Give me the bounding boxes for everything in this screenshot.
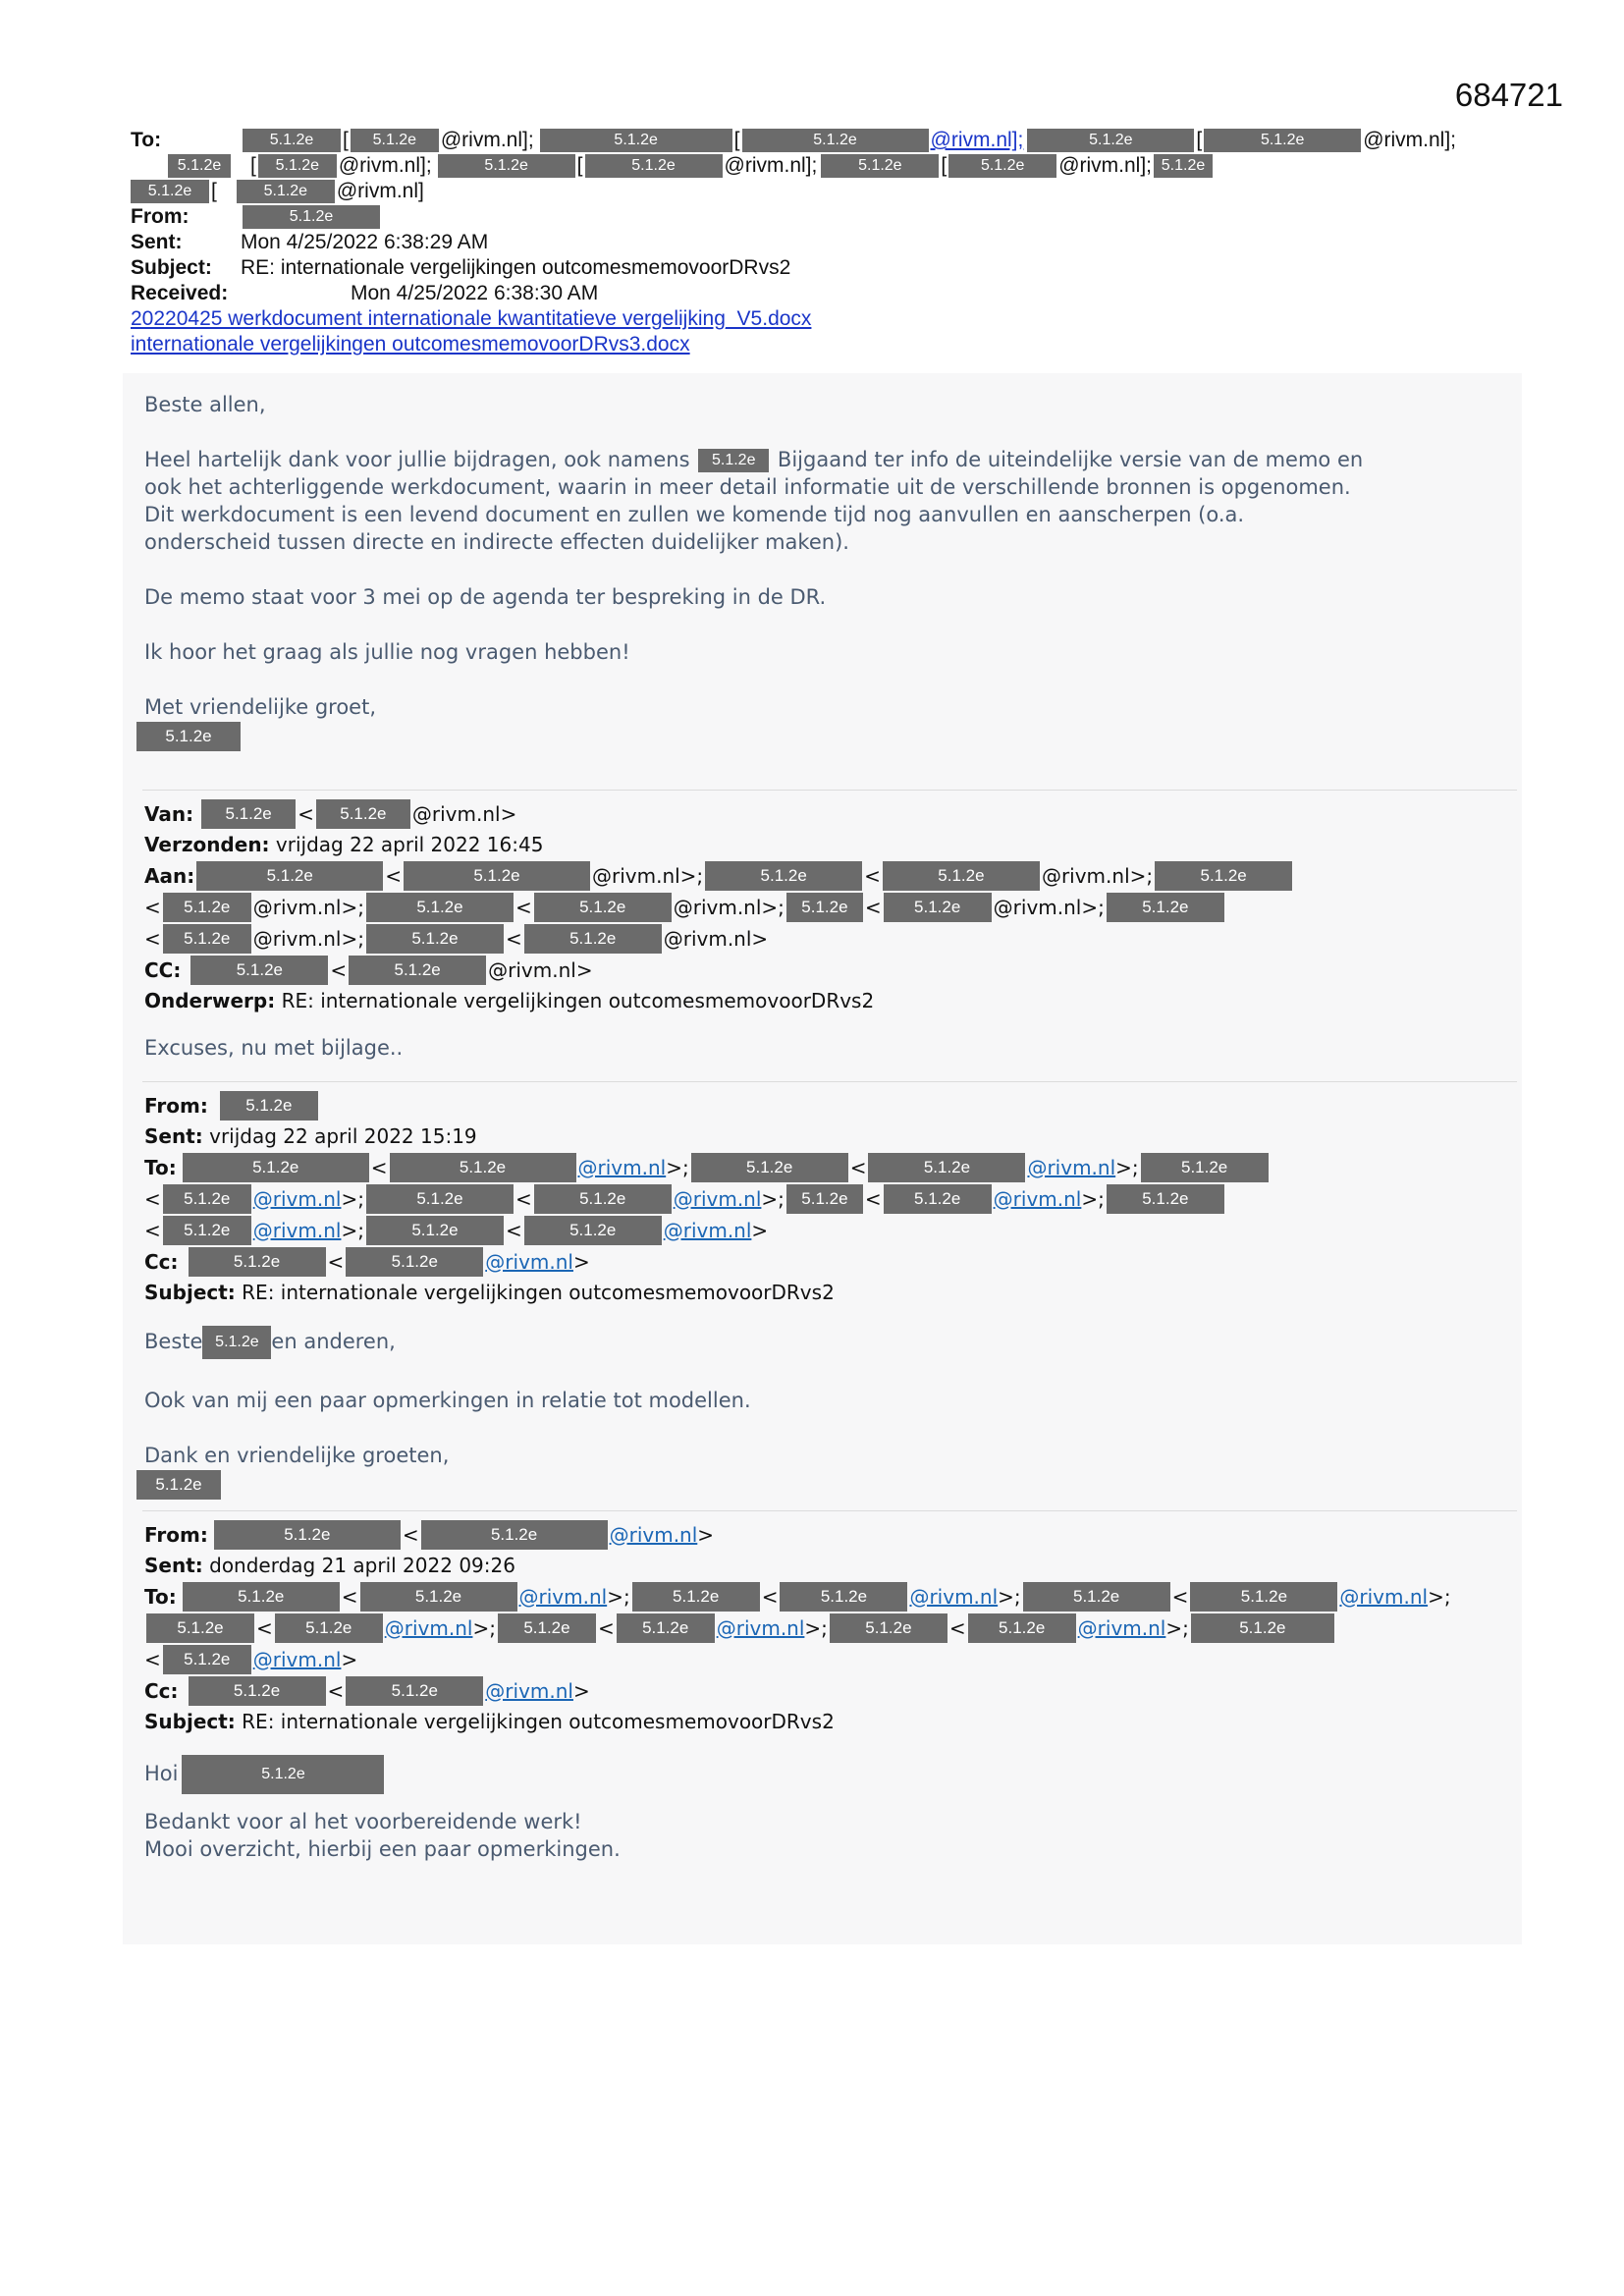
redaction: 5.1.2e xyxy=(360,1582,517,1612)
paragraph: Bedankt voor al het voorbereidende werk! xyxy=(144,1810,582,1833)
message-2-header xyxy=(123,798,1522,1016)
redaction: 5.1.2e xyxy=(366,924,504,954)
received-value: Mon 4/25/2022 6:38:30 AM xyxy=(351,282,599,304)
redaction: 5.1.2e xyxy=(948,154,1056,178)
redaction: 5.1.2e xyxy=(168,154,231,178)
bracket: < xyxy=(514,895,532,919)
verzonden-label: Verzonden: xyxy=(144,833,270,856)
to-label: To: xyxy=(131,129,162,151)
email-link[interactable]: @rivm.nl xyxy=(673,1186,762,1211)
redaction: 5.1.2e xyxy=(163,893,251,922)
greeting xyxy=(144,1326,1502,1359)
sent-value: donderdag 21 april 2022 09:26 xyxy=(209,1554,515,1577)
bracket: >; xyxy=(472,1615,496,1640)
email-domain: @rivm.nl>; xyxy=(591,863,704,888)
subject-label: Subject: xyxy=(144,1281,236,1304)
redaction: 5.1.2e xyxy=(524,924,662,954)
redaction: 5.1.2e xyxy=(189,1676,326,1706)
bracket: < xyxy=(597,1615,615,1640)
redaction: 5.1.2e xyxy=(705,861,862,891)
bracket: > xyxy=(572,1678,590,1703)
bracket: < xyxy=(327,1678,345,1703)
redaction: 5.1.2e xyxy=(786,1184,863,1214)
bracket: [ xyxy=(941,154,947,177)
redaction: 5.1.2e xyxy=(1204,129,1361,152)
redaction: 5.1.2e xyxy=(163,1645,251,1674)
email-link[interactable]: @rivm.nl xyxy=(252,1218,342,1242)
bracket: < xyxy=(144,895,161,919)
bracket: < xyxy=(256,1615,273,1640)
redaction: 5.1.2e xyxy=(884,893,992,922)
redaction: 5.1.2e xyxy=(183,1153,369,1182)
redaction: 5.1.2e xyxy=(202,1326,271,1359)
onderwerp-value: RE: internationale vergelijkingen outcomesmemovoorDRvs2 xyxy=(281,989,875,1012)
message-1 xyxy=(123,373,1522,752)
redaction: 5.1.2e xyxy=(366,893,514,922)
redaction: 5.1.2e xyxy=(786,893,863,922)
bracket: >; xyxy=(1115,1155,1139,1179)
bracket: [ xyxy=(576,154,583,177)
bracket: < xyxy=(761,1584,779,1609)
email-header xyxy=(131,128,1505,357)
redaction: 5.1.2e xyxy=(1107,893,1224,922)
text: en anderen, xyxy=(271,1330,396,1353)
attachment-link-1[interactable] xyxy=(131,306,1505,332)
bracket: < xyxy=(341,1584,358,1609)
redaction: 5.1.2e xyxy=(540,129,732,152)
bracket: >; xyxy=(804,1615,828,1640)
bracket: [ xyxy=(1196,129,1203,151)
redaction: 5.1.2e xyxy=(214,1520,401,1550)
email-link[interactable]: @rivm.nl xyxy=(518,1584,608,1609)
redaction: 5.1.2e xyxy=(421,1520,608,1550)
redaction: 5.1.2e xyxy=(189,1247,326,1277)
redaction: 5.1.2e xyxy=(201,799,296,829)
bracket: < xyxy=(402,1522,419,1547)
sent-value: vrijdag 22 april 2022 15:19 xyxy=(209,1124,477,1148)
subject-value: RE: internationale vergelijkingen outcomesmemovoorDRvs2 xyxy=(242,1710,835,1733)
bracket: < xyxy=(327,1249,345,1274)
redaction: 5.1.2e xyxy=(220,1091,318,1121)
redaction: 5.1.2e xyxy=(182,1755,384,1794)
email-link[interactable]: @rivm.nl xyxy=(577,1155,667,1179)
redaction: 5.1.2e xyxy=(1155,861,1292,891)
message-4-body xyxy=(123,1737,1522,1863)
divider xyxy=(142,790,1517,791)
signature-redaction: 5.1.2e xyxy=(136,1470,221,1500)
bracket: > xyxy=(751,1218,769,1242)
redaction: 5.1.2e xyxy=(390,1153,576,1182)
paragraph: Mooi overzicht, hierbij een paar opmerkingen. xyxy=(144,1837,621,1861)
email-link[interactable]: @rivm.nl xyxy=(1077,1615,1166,1640)
sent-label: Sent: xyxy=(144,1554,203,1577)
sent-value: Mon 4/25/2022 6:38:29 AM xyxy=(241,231,489,253)
bracket: >; xyxy=(607,1584,630,1609)
onderwerp-label: Onderwerp: xyxy=(144,989,276,1012)
redaction: 5.1.2e xyxy=(196,861,383,891)
signature-redaction: 5.1.2e xyxy=(136,722,241,751)
text: Bijgaand ter info de uiteindelijke versie van de memo en xyxy=(777,448,1364,471)
header-subject-row xyxy=(131,255,1505,281)
text: Beste xyxy=(144,1330,203,1353)
paragraph xyxy=(144,446,1502,473)
sent-label: Sent: xyxy=(144,1124,203,1148)
redaction: 5.1.2e xyxy=(632,1582,760,1612)
bracket: [ xyxy=(250,154,256,177)
redaction: 5.1.2e xyxy=(868,1153,1025,1182)
message-3-header xyxy=(123,1090,1522,1308)
redaction: 5.1.2e xyxy=(691,1153,848,1182)
attachment-link-2-text[interactable]: internationale vergelijkingen outcomesmemovoorDRvs3.docx xyxy=(131,333,690,355)
attachment-link-1-text[interactable]: 20220425 werkdocument internationale kwantitatieve vergelijking_V5.docx xyxy=(131,307,812,330)
closing: Met vriendelijke groet, xyxy=(144,695,377,719)
redaction: 5.1.2e xyxy=(366,1216,504,1245)
email-link[interactable]: @rivm.nl xyxy=(1339,1584,1429,1609)
redaction: 5.1.2e xyxy=(698,449,769,472)
bracket: >; xyxy=(761,1186,785,1211)
email-link[interactable]: @rivm.nl xyxy=(716,1615,805,1640)
header-from-row xyxy=(131,204,1505,230)
bracket: > xyxy=(341,1647,358,1671)
header-received-row xyxy=(131,281,1505,306)
paragraph: Ook van mij een paar opmerkingen in relatie tot modellen. xyxy=(144,1389,751,1412)
bracket: [ xyxy=(211,180,217,202)
redaction: 5.1.2e xyxy=(351,129,439,152)
email-link[interactable]: @rivm.nl xyxy=(485,1249,573,1274)
closing: Dank en vriendelijke groeten, xyxy=(144,1444,450,1467)
email-link[interactable]: @rivm.nl xyxy=(909,1584,999,1609)
email-domain: @rivm.nl]; xyxy=(724,154,818,177)
redaction: 5.1.2e xyxy=(243,205,380,229)
redaction: 5.1.2e xyxy=(585,154,723,178)
redaction: 5.1.2e xyxy=(1190,1582,1337,1612)
redaction: 5.1.2e xyxy=(438,154,575,178)
bracket: > xyxy=(697,1522,715,1547)
paragraph-line: ook het achterliggende werkdocument, waarin in meer detail informatie uit de verschillende bronnen is opgenomen. xyxy=(144,475,1351,499)
bracket: < xyxy=(385,863,402,888)
bracket: < xyxy=(144,926,161,951)
redaction: 5.1.2e xyxy=(349,956,486,985)
email-link[interactable]: @rivm.nl xyxy=(384,1615,473,1640)
bracket: >; xyxy=(1428,1584,1451,1609)
cc-label: Cc: xyxy=(144,1249,179,1274)
email-domain: @rivm.nl> xyxy=(663,926,769,951)
bracket: < xyxy=(864,1186,882,1211)
redaction: 5.1.2e xyxy=(316,799,410,829)
redaction: 5.1.2e xyxy=(275,1613,383,1643)
from-label: From: xyxy=(144,1093,208,1118)
email-link[interactable]: @rivm.nl xyxy=(1027,1155,1116,1179)
bracket: >; xyxy=(341,1218,364,1242)
van-label: Van: xyxy=(144,801,194,826)
bracket: < xyxy=(298,801,314,826)
bracket: < xyxy=(330,957,348,982)
email-domain: @rivm.nl>; xyxy=(252,895,364,919)
from-label: From: xyxy=(131,205,189,228)
redaction: 5.1.2e xyxy=(243,129,341,152)
text: Heel hartelijk dank voor jullie bijdragen, ook namens xyxy=(144,448,690,471)
email-domain: @rivm.nl> xyxy=(488,957,593,982)
bracket: >; xyxy=(1165,1615,1189,1640)
redaction: 5.1.2e xyxy=(821,154,939,178)
cc-label: CC: xyxy=(144,957,182,982)
redaction: 5.1.2e xyxy=(190,956,328,985)
email-link[interactable]: @rivm.nl xyxy=(252,1647,342,1671)
bracket: < xyxy=(144,1218,161,1242)
redaction: 5.1.2e xyxy=(780,1582,907,1612)
document-number: 684721 xyxy=(1454,77,1563,113)
greeting: Beste allen, xyxy=(144,393,266,416)
bracket: < xyxy=(864,895,882,919)
email-domain: @rivm.nl]; xyxy=(1058,154,1153,177)
header-to-row-3 xyxy=(131,179,1505,204)
email-link[interactable]: @rivm.nl xyxy=(609,1522,698,1547)
redaction: 5.1.2e xyxy=(830,1613,947,1643)
email-domain: @rivm.nl] xyxy=(336,180,424,202)
email-link[interactable]: @rivm.nl xyxy=(993,1186,1082,1211)
redaction: 5.1.2e xyxy=(404,861,590,891)
bracket: < xyxy=(948,1615,966,1640)
redaction: 5.1.2e xyxy=(346,1247,483,1277)
redaction: 5.1.2e xyxy=(524,1216,662,1245)
email-domain: @rivm.nl>; xyxy=(252,926,364,951)
to-label: To: xyxy=(144,1584,177,1609)
bracket: >; xyxy=(666,1155,689,1179)
to-label: To: xyxy=(144,1155,177,1179)
bracket: >; xyxy=(998,1584,1021,1609)
subject-value: RE: internationale vergelijkingen outcomesmemovoorDRvs2 xyxy=(241,256,791,279)
redaction: 5.1.2e xyxy=(1141,1153,1269,1182)
subject-value: RE: internationale vergelijkingen outcomesmemovoorDRvs2 xyxy=(242,1281,835,1304)
message-2-body xyxy=(123,1016,1522,1062)
bracket: < xyxy=(514,1186,532,1211)
email-domain: @rivm.nl> xyxy=(411,801,517,826)
subject-label: Subject: xyxy=(144,1710,236,1733)
attachment-link-2[interactable] xyxy=(131,332,1505,357)
received-label: Received: xyxy=(131,282,229,304)
greeting xyxy=(144,1755,1502,1794)
bracket: > xyxy=(572,1249,590,1274)
email-link[interactable]: @rivm.nl xyxy=(252,1186,342,1211)
email-link[interactable]: @rivm.nl xyxy=(485,1678,573,1703)
bracket: [ xyxy=(733,129,740,151)
divider xyxy=(142,1510,1517,1511)
email-link[interactable]: @rivm.nl xyxy=(663,1218,752,1242)
paragraph: Ik hoor het graag als jullie nog vragen hebben! xyxy=(144,640,630,664)
paragraph: De memo staat voor 3 mei op de agenda ter bespreking in de DR. xyxy=(144,585,827,609)
email-domain: @rivm.nl>; xyxy=(673,895,785,919)
bracket: < xyxy=(144,1647,161,1671)
redaction: 5.1.2e xyxy=(617,1613,715,1643)
email-domain: @rivm.nl]; xyxy=(930,129,1024,151)
redaction: 5.1.2e xyxy=(163,1184,251,1214)
redaction: 5.1.2e xyxy=(183,1582,340,1612)
subject-label: Subject: xyxy=(131,256,212,279)
bracket: < xyxy=(505,1218,522,1242)
bracket: >; xyxy=(1081,1186,1105,1211)
redaction: 5.1.2e xyxy=(346,1676,483,1706)
text: Hoi xyxy=(144,1762,179,1785)
message-4-header xyxy=(123,1519,1522,1737)
email-body xyxy=(123,373,1522,1944)
from-label: From: xyxy=(144,1522,208,1547)
paragraph-line: Dit werkdocument is een levend document en zullen we komende tijd nog aanvullen en aanscherpen (o.a. xyxy=(144,503,1245,526)
header-to-row-2 xyxy=(131,153,1505,179)
redaction: 5.1.2e xyxy=(146,1613,254,1643)
verzonden-value: vrijdag 22 april 2022 16:45 xyxy=(275,833,544,856)
redaction: 5.1.2e xyxy=(1027,129,1194,152)
redaction: 5.1.2e xyxy=(534,1184,672,1214)
redaction: 5.1.2e xyxy=(884,1184,992,1214)
redaction: 5.1.2e xyxy=(498,1613,596,1643)
redaction: 5.1.2e xyxy=(1023,1582,1170,1612)
bracket: < xyxy=(1171,1584,1189,1609)
header-to-row xyxy=(131,128,1505,153)
header-sent-row xyxy=(131,230,1505,255)
redaction: 5.1.2e xyxy=(1154,154,1213,178)
bracket: < xyxy=(864,863,881,888)
aan-label: Aan: xyxy=(144,863,195,888)
bracket: < xyxy=(144,1186,161,1211)
redaction: 5.1.2e xyxy=(237,180,335,203)
redaction: 5.1.2e xyxy=(742,129,929,152)
bracket: < xyxy=(849,1155,867,1179)
sent-label: Sent: xyxy=(131,231,183,253)
email-domain: @rivm.nl>; xyxy=(993,895,1105,919)
email-domain: @rivm.nl>; xyxy=(1041,863,1154,888)
redaction: 5.1.2e xyxy=(258,154,337,178)
bracket: < xyxy=(370,1155,388,1179)
redaction: 5.1.2e xyxy=(366,1184,514,1214)
paragraph: Excuses, nu met bijlage.. xyxy=(144,1036,404,1060)
redaction: 5.1.2e xyxy=(1107,1184,1224,1214)
bracket: [ xyxy=(343,129,349,151)
bracket: < xyxy=(505,926,522,951)
redaction: 5.1.2e xyxy=(163,924,251,954)
email-domain: @rivm.nl]; xyxy=(338,154,432,177)
paragraph-line: onderscheid tussen directe en indirecte effecten duidelijker maken). xyxy=(144,530,849,554)
email-domain: @rivm.nl]; xyxy=(440,129,534,151)
divider xyxy=(142,1081,1517,1082)
bracket: >; xyxy=(341,1186,364,1211)
redaction: 5.1.2e xyxy=(534,893,672,922)
redaction: 5.1.2e xyxy=(883,861,1040,891)
redaction: 5.1.2e xyxy=(968,1613,1076,1643)
message-3-body xyxy=(123,1308,1522,1501)
redaction: 5.1.2e xyxy=(1191,1613,1334,1643)
redaction: 5.1.2e xyxy=(163,1216,251,1245)
redaction: 5.1.2e xyxy=(131,180,209,203)
cc-label: Cc: xyxy=(144,1678,179,1703)
email-domain: @rivm.nl]; xyxy=(1363,129,1457,151)
